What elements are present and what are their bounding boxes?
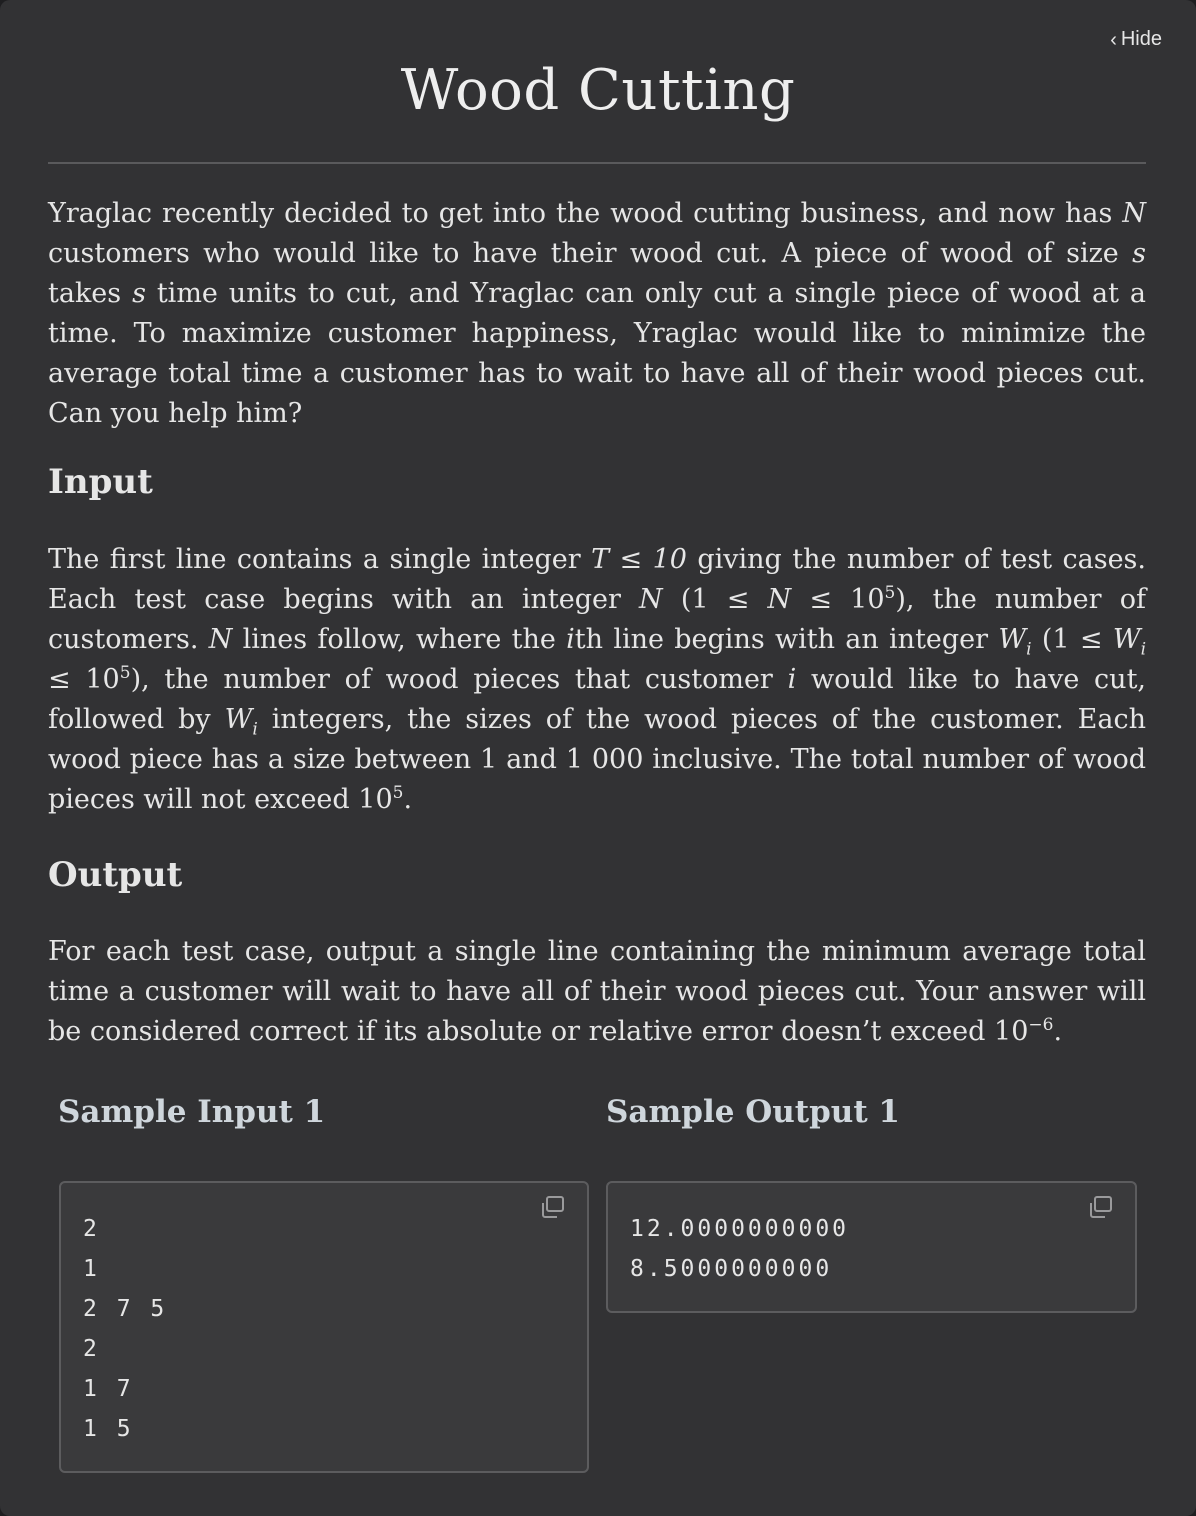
input-section — [48, 462, 1146, 502]
title-divider — [48, 162, 1146, 164]
input-paragraph: The first line contains a single integer T ≤ 10 giving the number of test cases. Each test case begins with an integer N $(1 \le N \le 10^5)$, the number of customers. N lines follow, where the ith line begins with an integer $W_i$ $(1 \le W_i \le 10^5)$, the number of wood pieces that customer i would like to have cut, followed by $W_i$ integers, the sizes of the wood pieces of the customer. Each wood piece has a size between 1 and 1 000 inclusive. The total number of wood pieces will not exceed $10^5$. — [48, 544, 1147, 815]
sample-input-box[interactable] — [59, 1181, 589, 1473]
output-description — [48, 932, 1146, 1052]
output-heading: Output — [48, 855, 183, 895]
sample-output-box[interactable] — [606, 1181, 1137, 1313]
hide-button[interactable] — [1110, 28, 1162, 51]
input-heading: Input — [48, 462, 153, 502]
intro-paragraph: Yraglac recently decided to get into the wood cutting business, and now has N customers who would like to have their wood cut. A piece of wood of size s takes s time units to cut, and Yraglac can only cut a single piece of wood at a time. To maximize customer happiness, Yraglac would like to minimize the average total time a customer has to wait to have all of their wood pieces cut. Can you help him? — [48, 198, 1146, 429]
problem-title: Wood Cutting — [400, 58, 796, 123]
sample-output-label: Sample Output 1 — [606, 1094, 901, 1130]
output-section — [48, 855, 1146, 895]
code-line: 2 — [83, 1336, 100, 1362]
code-line: 1 5 — [83, 1416, 134, 1442]
copy-icon[interactable] — [1085, 1193, 1115, 1223]
copy-icon[interactable] — [537, 1193, 567, 1223]
code-line: 2 — [83, 1216, 100, 1242]
code-line: 2 7 5 — [83, 1296, 168, 1322]
sample-input-lines — [83, 1209, 167, 1449]
input-description — [48, 540, 1146, 820]
problem-statement — [48, 194, 1146, 434]
sample-output-lines — [630, 1209, 849, 1289]
output-paragraph: For each test case, output a single line containing the minimum average total time a customer will wait to have all of their wood pieces cut. Your answer will be considered correct if its absolute or relative error doesn’t exceed $10^{-6}$. — [48, 936, 1146, 1047]
code-line: 12.0000000000 — [630, 1216, 850, 1242]
code-line: 1 7 — [83, 1376, 134, 1402]
hide-button-label: Hide — [1120, 28, 1162, 50]
sample-input-label: Sample Input 1 — [58, 1094, 326, 1130]
code-line: 8.5000000000 — [630, 1256, 833, 1282]
chevron-left-icon: ‹ — [1110, 28, 1117, 51]
code-line: 1 — [83, 1256, 100, 1282]
